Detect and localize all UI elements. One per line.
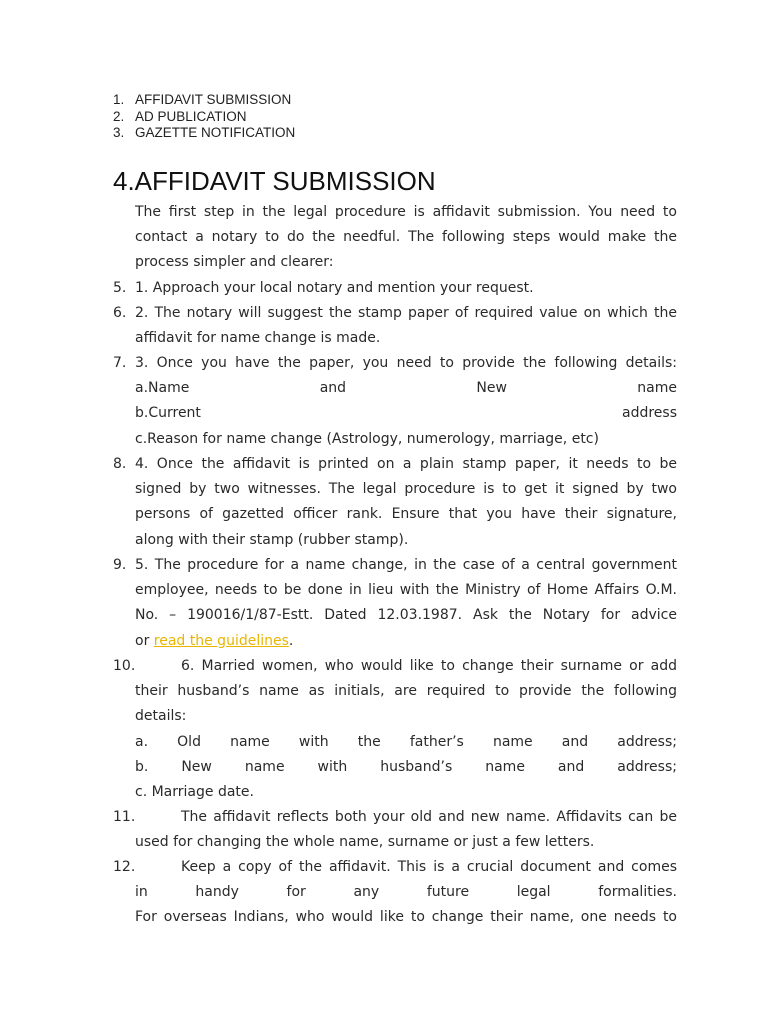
text-line: a. Old name with the father’s name and address; <box>135 733 677 750</box>
list-item <box>135 301 677 351</box>
toc-item <box>113 109 513 126</box>
text-line: their husband’s name as initials, are required to provide the following <box>135 683 677 700</box>
toc-item-number: 1. <box>113 92 125 107</box>
text-line: b. New name with husband’s name and address; <box>135 758 677 775</box>
list-item <box>135 452 677 553</box>
list-number: 9. <box>113 557 127 573</box>
text-line: 2. The notary will suggest the stamp paper of required value on which the <box>135 305 677 321</box>
text-line: along with their stamp (rubber stamp). <box>135 531 409 548</box>
text-line: No. – 190016/1/87-Estt. Dated 12.03.1987. Ask the Notary for advice <box>135 607 677 624</box>
list-number: 12. <box>113 859 136 875</box>
text-line: 1. Approach your local notary and mention your request. <box>135 280 534 296</box>
guidelines-link[interactable]: read the guidelines <box>153 632 289 649</box>
text-line: b.Current address <box>135 405 677 422</box>
text-line: The first step in the legal procedure is affidavit submission. You need to <box>135 204 677 220</box>
list-number: 5. <box>113 280 127 296</box>
toc-item-label: GAZETTE NOTIFICATION <box>135 125 296 140</box>
text-line: a.Name and New name <box>135 380 677 397</box>
text-line: c. Marriage date. <box>135 784 254 801</box>
text-line: persons of gazetted officer rank. Ensure that you have their signature, <box>135 506 677 523</box>
text-line: For overseas Indians, who would like to change their name, one needs to <box>135 909 677 926</box>
toc-list <box>113 92 513 142</box>
list-item <box>135 805 677 855</box>
list-item <box>135 654 677 805</box>
list-number: 8. <box>113 456 127 472</box>
text-line: details: <box>135 708 187 725</box>
text-line: contact a notary to do the needful. The following steps would make the <box>135 229 677 246</box>
list-number: 10. <box>113 658 136 674</box>
section-heading: 4.AFFIDAVIT SUBMISSION <box>113 166 436 196</box>
text-line: 5. The procedure for a name change, in the case of a central government <box>135 557 677 573</box>
text-line: 3. Once you have the paper, you need to provide the following details: <box>135 355 677 371</box>
text-line: affidavit for name change is made. <box>135 330 381 347</box>
toc-item-label: AD PUBLICATION <box>135 108 247 124</box>
list-number: 7. <box>113 355 127 371</box>
list-number: 6. <box>113 305 127 321</box>
text-line: 4. Once the affidavit is printed on a plain stamp paper, it needs to be <box>135 456 677 472</box>
text-line: c.Reason for name change (Astrology, numerology, marriage, etc) <box>135 430 599 447</box>
text-line: or read the guidelines. <box>135 632 294 649</box>
toc-item <box>113 92 513 109</box>
toc-item <box>113 125 513 142</box>
text-line: Keep a copy of the affidavit. This is a crucial document and comes <box>181 859 677 875</box>
list-item <box>135 276 677 301</box>
text-line: employee, needs to be done in lieu with the Ministry of Home Affairs O.M. <box>135 582 677 599</box>
list-number: 11. <box>113 809 136 825</box>
list-item <box>135 553 677 654</box>
text-line: The affidavit reflects both your old and new name. Affidavits can be <box>181 809 677 825</box>
text-line: signed by two witnesses. The legal procedure is to get it signed by two <box>135 481 677 498</box>
list-item <box>135 855 677 931</box>
text-line: in handy for any future legal formalities. <box>135 884 677 901</box>
toc-item-number: 3. <box>113 125 125 140</box>
toc-item-number: 2. <box>113 108 125 124</box>
intro-paragraph <box>135 200 677 276</box>
text-line: 6. Married women, who would like to change their surname or add <box>181 658 677 674</box>
list-item <box>135 351 677 452</box>
text-line: used for changing the whole name, surname or just a few letters. <box>135 834 595 851</box>
toc-item-label: AFFIDAVIT SUBMISSION <box>135 92 292 107</box>
text-line: process simpler and clearer: <box>135 254 334 271</box>
